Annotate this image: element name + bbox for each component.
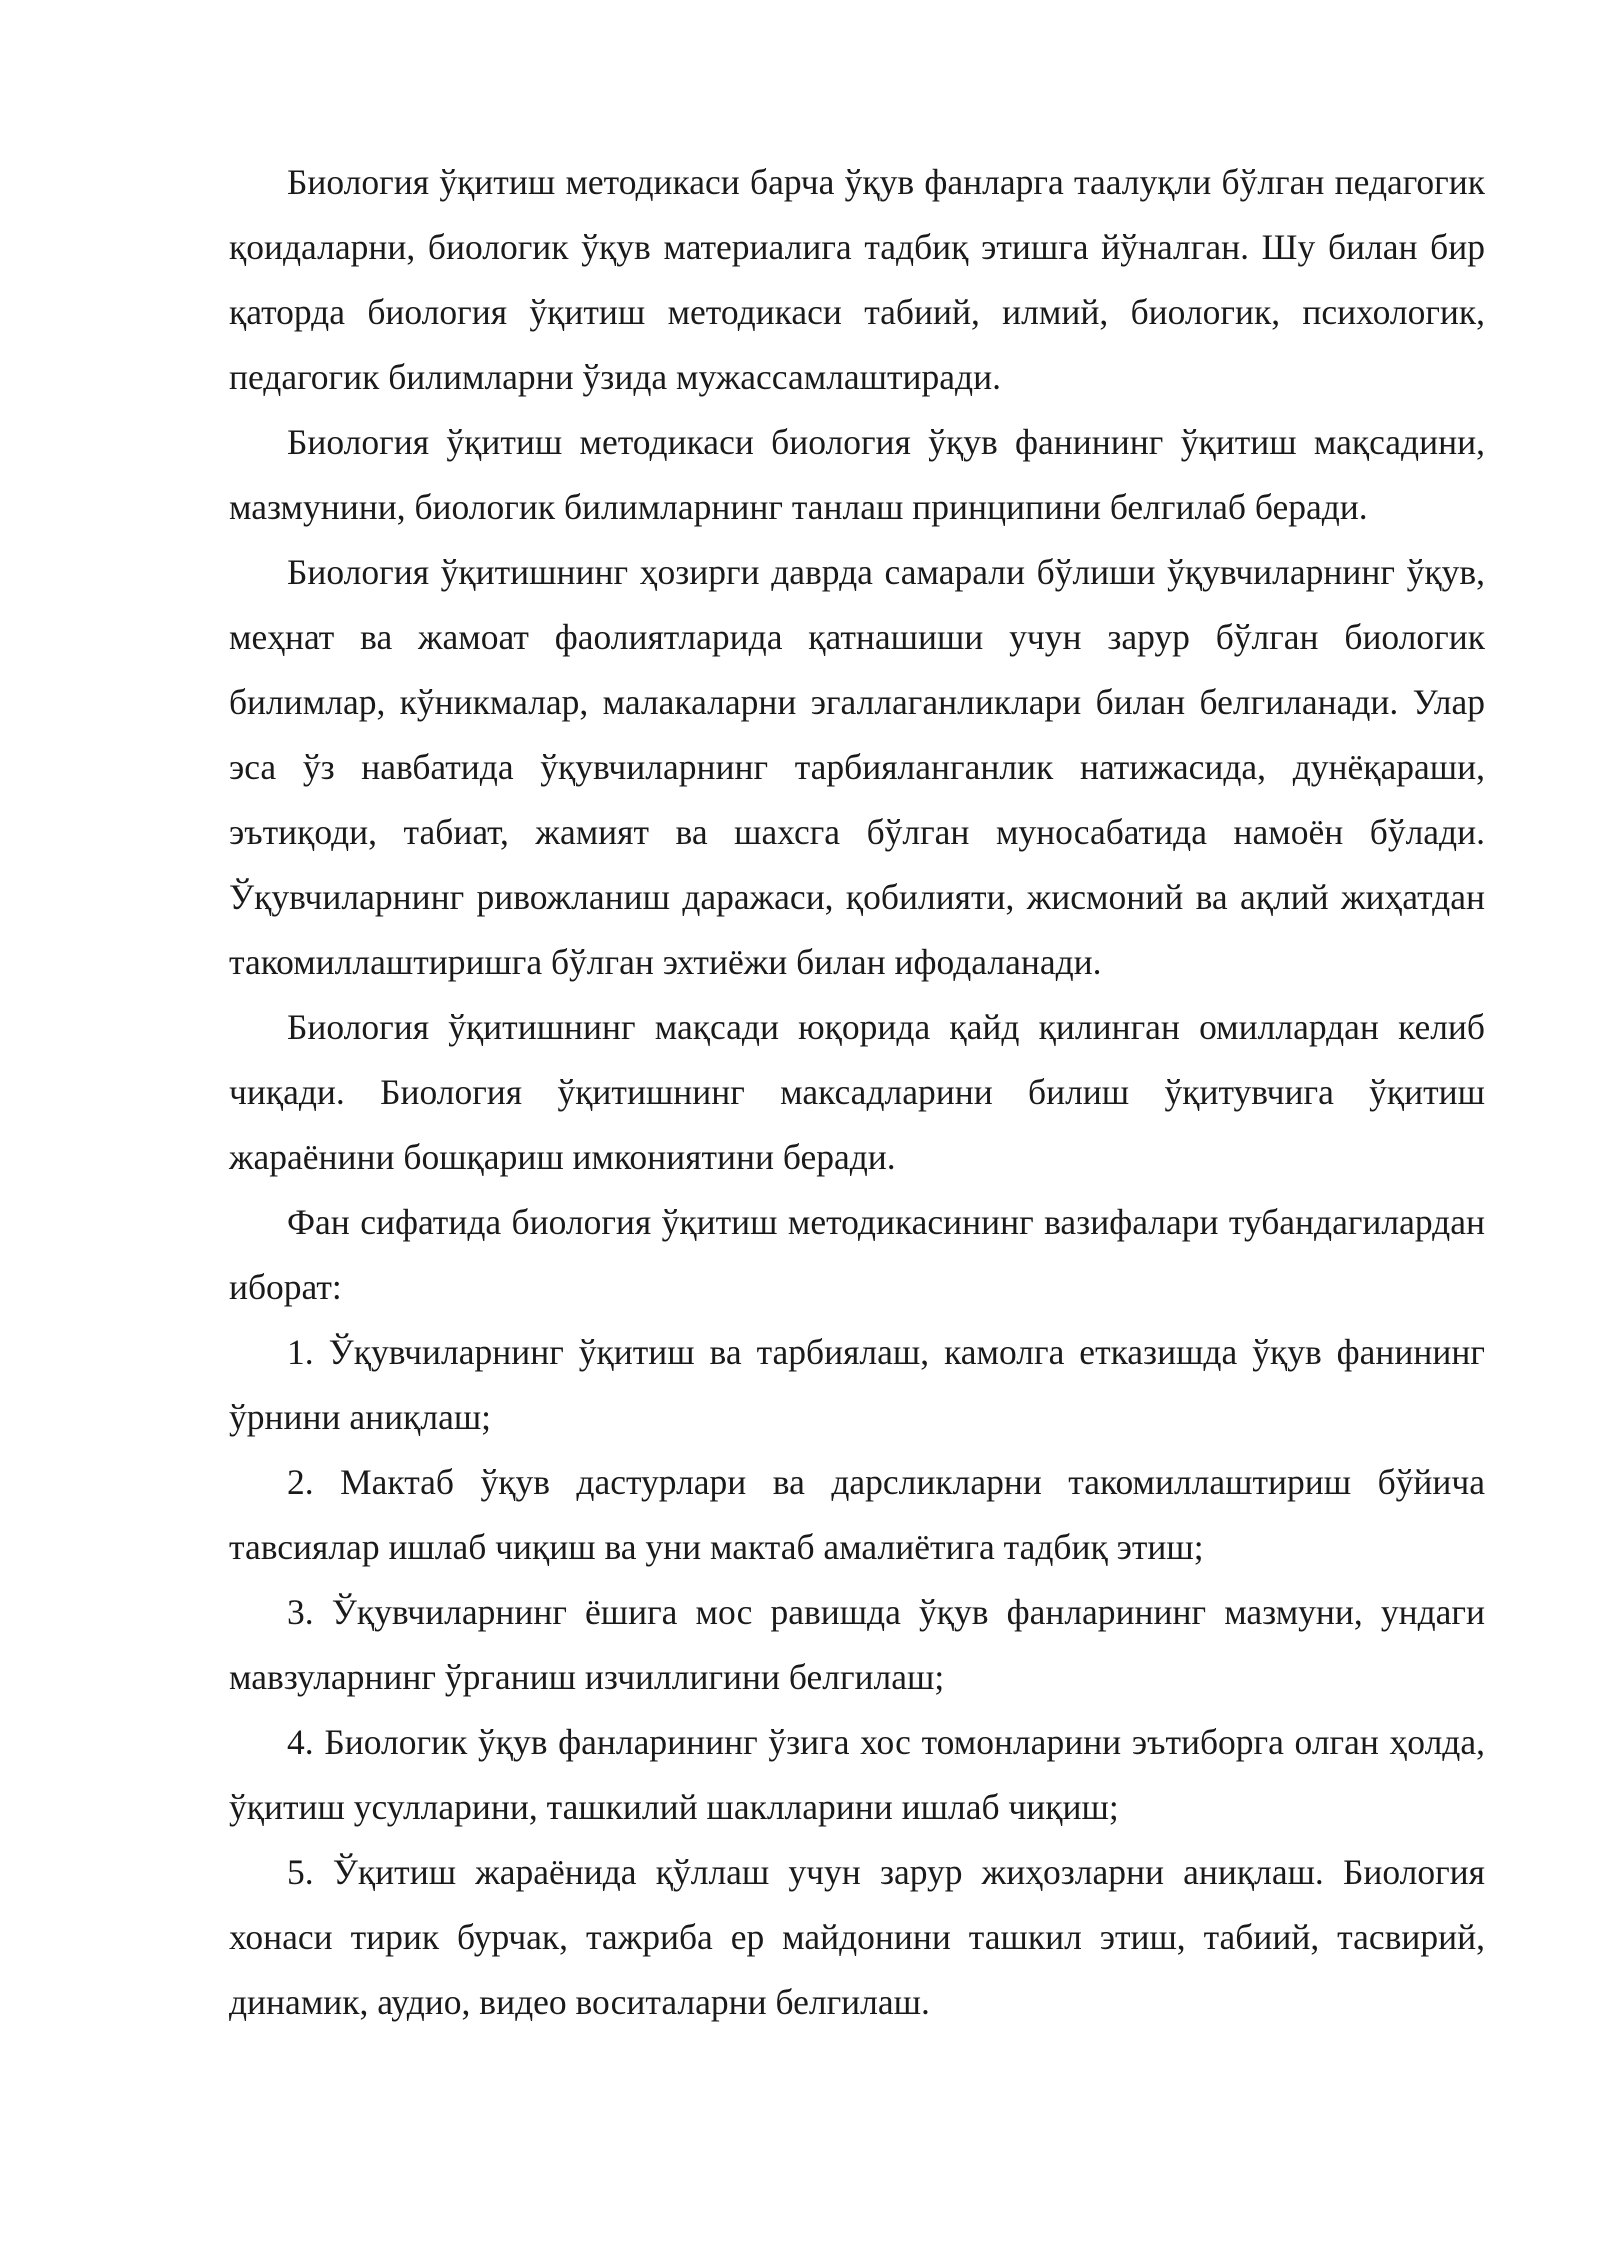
list-item-2: 2. Мактаб ўқув дастурлари ва дарсликларни такомиллаштириш бўйича тавсиялар ишлаб чиқиш ва уни мактаб амалиётига тадбиқ этиш; (229, 1462, 1485, 1567)
list-item-5: 5. Ўқитиш жараёнида қўллаш учун зарур жиҳозларни аниқлаш. Биология хонаси тирик бурчак, тажриба ер майдонини ташкил этиш, табиий, тасвирий, динамик, аудио, видео воситаларни белгилаш. (229, 1852, 1485, 2022)
list-item-3: 3. Ўқувчиларнинг ёшига мос равишда ўқув фанларининг мазмуни, ундаги мавзуларнинг ўрганиш изчиллигини белгилаш; (229, 1592, 1485, 1697)
paragraph-tasks-intro: Фан сифатида биология ўқитиш методикасининг вазифалари тубандагилардан иборат: (229, 1202, 1485, 1307)
paragraph-effectiveness: Биология ўқитишнинг ҳозирги даврда самарали бўлиши ўқувчиларнинг ўқув, меҳнат ва жамоат фаолиятларида қатнашиши учун зарур бўлган биологик билимлар, кўникмалар, малакаларни эгаллаганликлари билан белгиланади. Улар эса ўз навбатида ўқувчиларнинг тарбияланганлик натижасида, дунёқараши, эътиқоди, табиат, жамият ва шахсга бўлган муносабатида намоён бўлади. Ўқувчиларнинг ривожланиш даражаси, қобилияти, жисмоний ва ақлий жиҳатдан такомиллаштиришга бўлган эхтиёжи билан ифодаланади. (229, 552, 1485, 982)
paragraph-goals: Биология ўқитиш методикаси биология ўқув фанининг ўқитиш мақсадини, мазмунини, биологик билимларнинг танлаш принципини белгилаб беради. (229, 422, 1485, 527)
paragraph-purpose: Биология ўқитишнинг мақсади юқорида қайд қилинган омиллардан келиб чиқади. Биология ўқитишнинг максадларини билиш ўқитувчига ўқитиш жараёнини бошқариш имкониятини беради. (229, 1007, 1485, 1177)
list-item-1: 1. Ўқувчиларнинг ўқитиш ва тарбиялаш, камолга етказишда ўқув фанининг ўрнини аниқлаш; (229, 1332, 1485, 1437)
document-page (229, 150, 1485, 2035)
list-item-4: 4. Биологик ўқув фанларининг ўзига хос томонларини эътиборга олган ҳолда, ўқитиш усулларини, ташкилий шаклларини ишлаб чиқиш; (229, 1722, 1485, 1827)
paragraph-intro: Биология ўқитиш методикаси барча ўқув фанларга таалуқли бўлган педагогик қоидаларни, биологик ўқув материалига тадбиқ этишга йўналган. Шу билан бир қаторда биология ўқитиш методикаси табиий, илмий, биологик, психологик, педагогик билимларни ўзида мужассамлаштиради. (229, 162, 1485, 397)
